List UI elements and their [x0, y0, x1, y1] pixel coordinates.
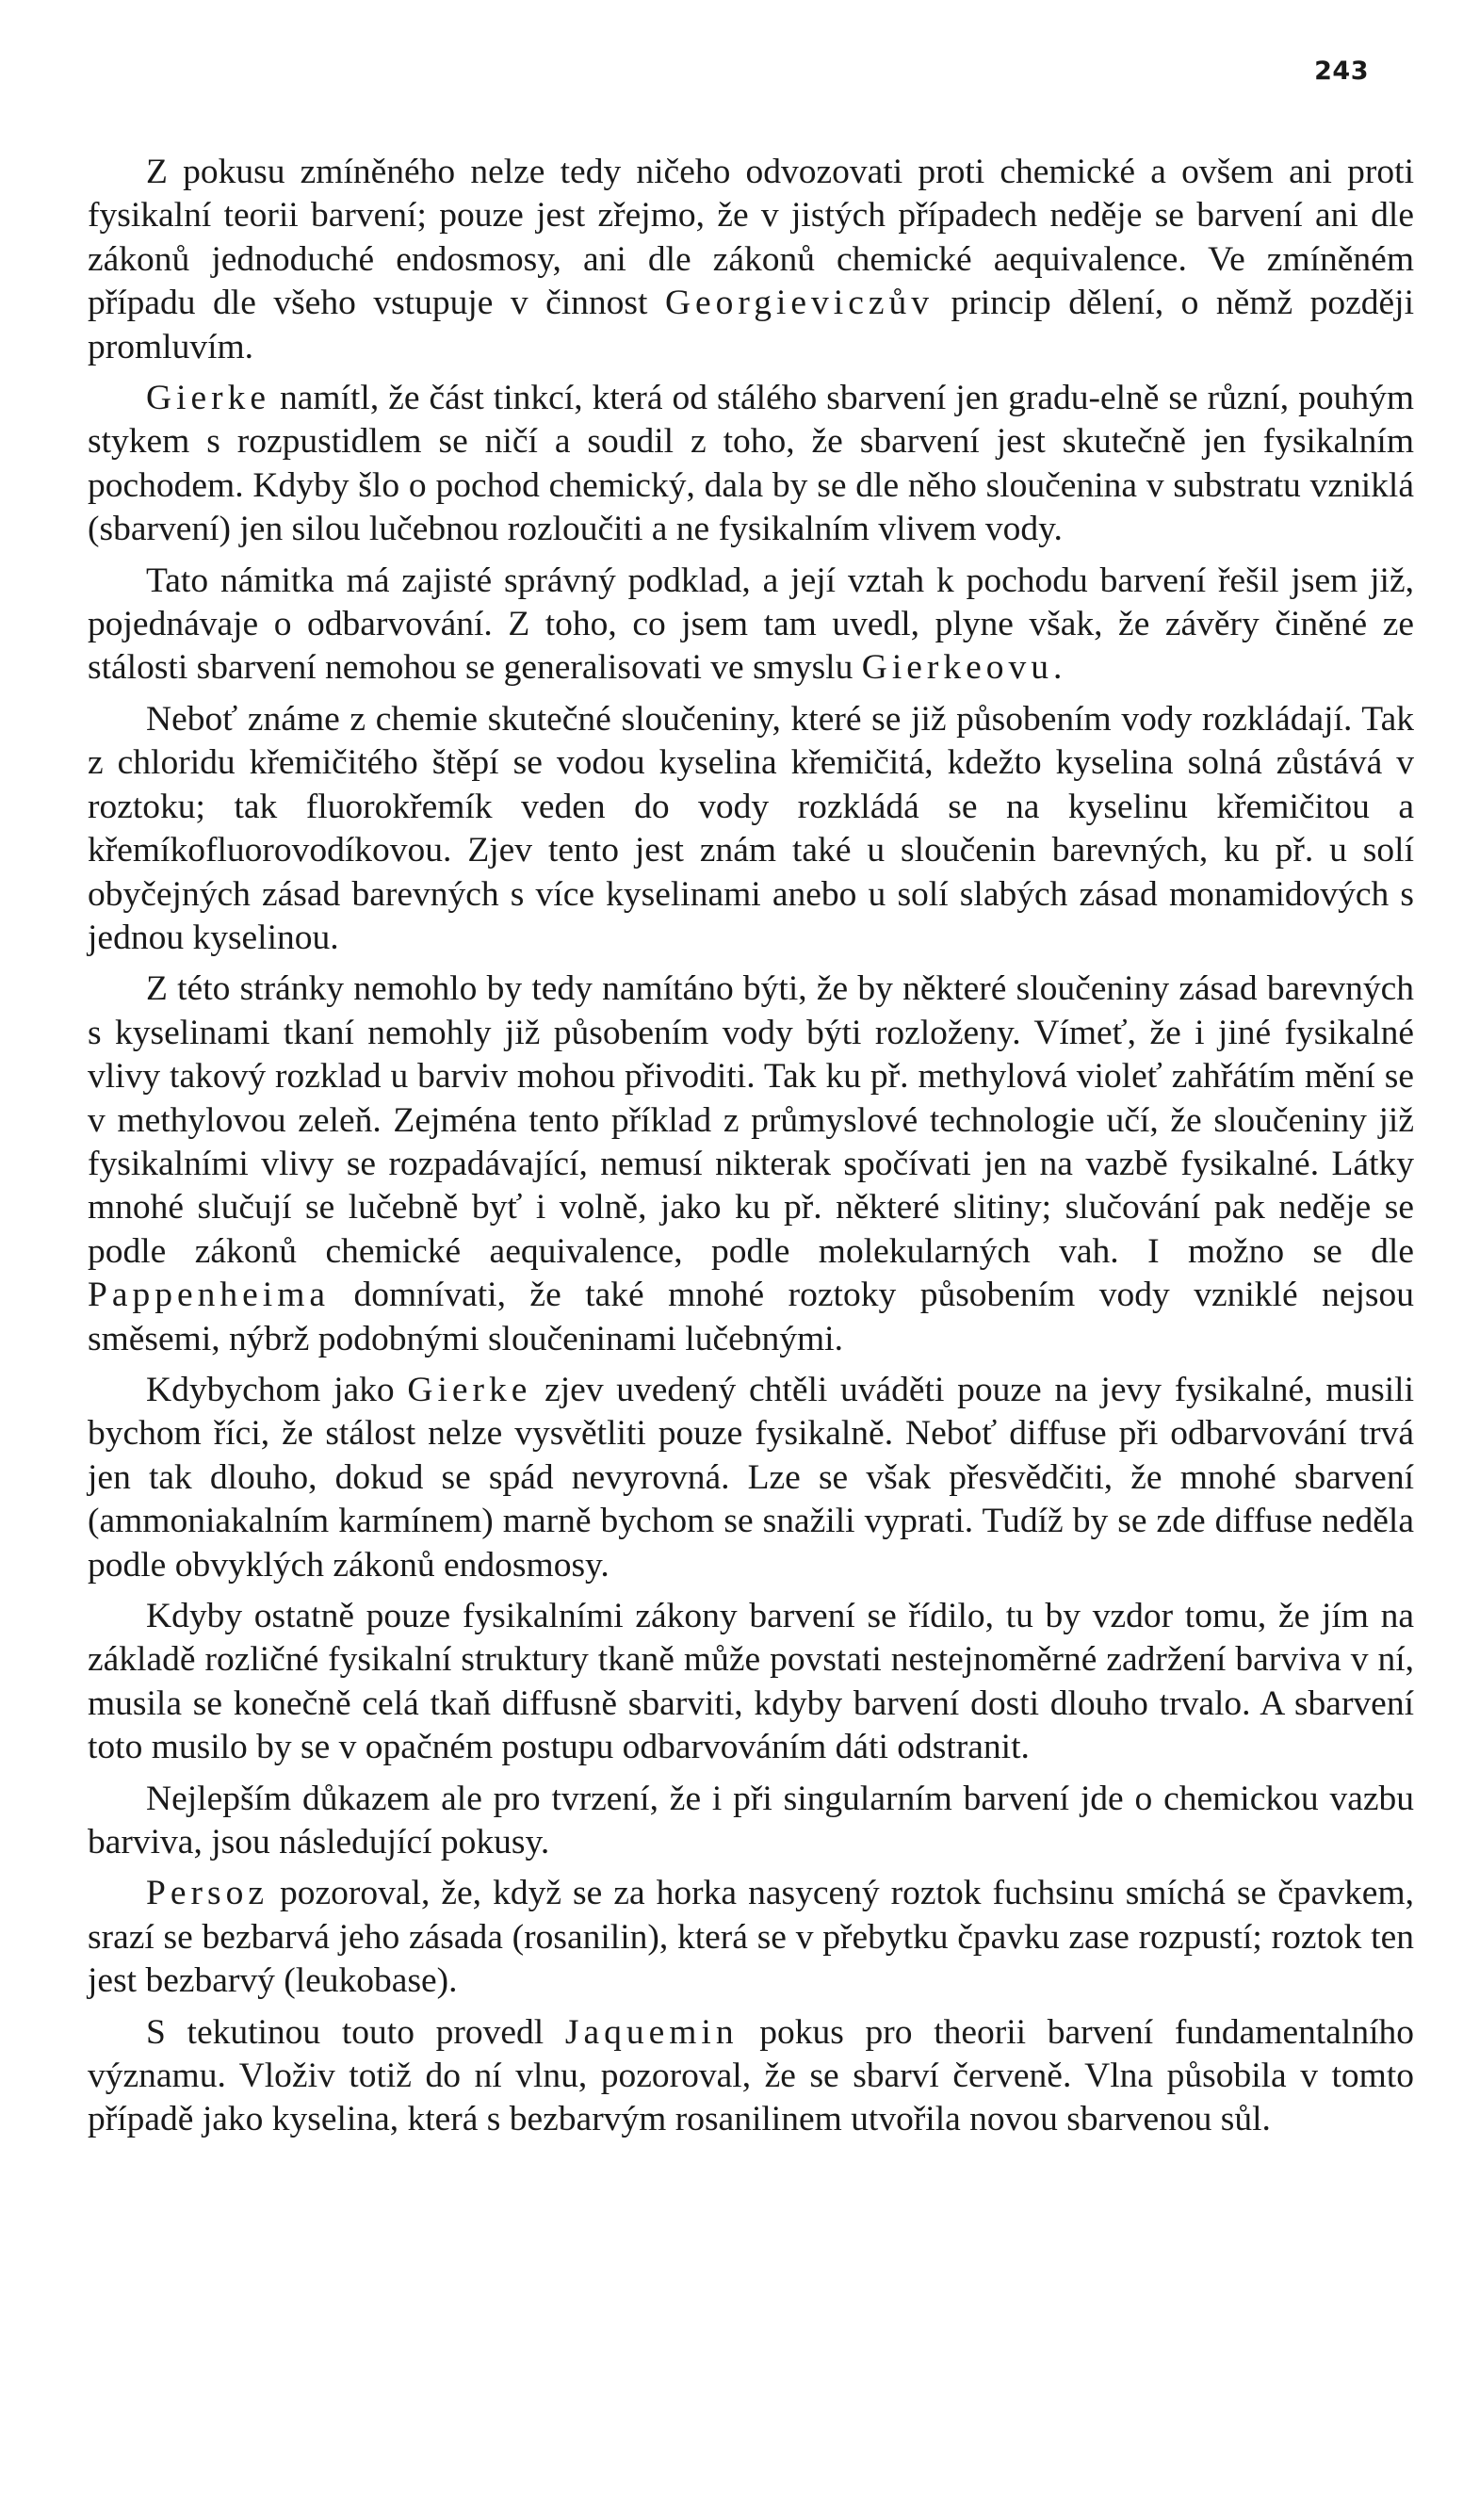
author-name: Gierke: [407, 1370, 532, 1409]
paragraph: Persoz pozoroval, že, když se za horka nasycený roztok fuchsinu smíchá se čpavkem, srazí se bezbarvá jeho zásada (rosanilin), která se v přebytku čpavku zase rozpustí; roztok ten jest bezbarvý (leukobase).: [88, 1874, 1414, 2001]
paragraph: Neboť známe z chemie skutečné sloučeniny, které se již působením vody rozkládají. Tak z chloridu křemičitého štěpí se vodou kyselina křemičitá, kdežto kyselina solná zůstává v roztoku; tak fluorokřemík veden do vody rozkládá se na kyselinu křemičitou a křemíkofluorovodíkovou. Zjev tento jest znám také u sloučenin barevných, ku př. u solí obyčejných zásad barevných s více kyselinami anebo u solí slabých zásad monamidových s jednou kyselinou.: [88, 699, 1414, 957]
author-name: Gierkeovu: [861, 648, 1054, 688]
paragraph: Gierke namítl, že část tinkcí, která od stálého sbarvení jen gradu-elně se různí, pouhým stykem s rozpustidlem se ničí a soudil z toho, že sbarvení jest skutečně jen fysikalním pochodem. Kdyby šlo o pochod chemický, dala by se dle něho sloučenina v substratu vzniklá (sbarvení) jen silou lučebnou rozloučiti a ne fysikalním vlivem vody.: [88, 379, 1414, 549]
author-name: Pappenheima: [88, 1276, 331, 1315]
author-name: Georgieviczův: [664, 284, 934, 323]
paragraph: Tato námitka má zajisté správný podklad, a její vztah k pochodu barvení řešil jsem již, pojednávaje o odbarvování. Z toho, co jsem tam uvedl, plyne však, že závěry činěné ze stálosti sbarvení nemohou se generalisovati ve smyslu Gierkeovu.: [88, 561, 1414, 688]
paragraph: Kdybychom jako Gierke zjev uvedený chtěli uváděti pouze na jevy fysikalné, musili bychom říci, že stálost nelze vysvětliti pouze fysikalně. Neboť diffuse při odbarvování trvá jen tak dlouho, dokud se spád nevyrovná. Lze se však přesvědčiti, že mnohé sbarvení (ammoniakalním karmínem) marně bychom se snažili vyprati. Tudíž by se zde diffuse neděla podle obvyklých zákonů endosmosy.: [88, 1370, 1414, 1585]
author-name: Persoz: [146, 1874, 268, 1913]
paragraph: Kdyby ostatně pouze fysikalními zákony barvení se řídilo, tu by vzdor tomu, že jím na základě rozličné fysikalní struktury tkaně může povstati nestejnoměrné zadržení barviva v ní, musila se konečně celá tkaň diffusně sbarviti, kdyby barvení dosti dlouho trvalo. A sbarvení toto musilo by se v opačném postupu odbarvováním dáti odstranit.: [88, 1597, 1414, 1767]
page-number: 243: [1314, 57, 1369, 86]
paragraph: Nejlepším důkazem ale pro tvrzení, že i při singularním barvení jde o chemickou vazbu barviva, jsou následující pokusy.: [88, 1779, 1414, 1862]
author-name: Jaquemin: [564, 2012, 739, 2052]
author-name: Gierke: [146, 379, 271, 418]
paragraph: Z pokusu zmíněného nelze tedy ničeho odvozovati proti chemické a ovšem ani proti fysikalní teorii barvení; pouze jest zřejmo, že v jistých případech neděje se barvení ani dle zákonů jednoduché endosmosy, ani dle zákonů chemické aequivalence. Ve zmíněném případu dle všeho vstupuje v činnost Georgieviczův princip dělení, o němž později promluvím.: [88, 153, 1414, 366]
body-text: [88, 151, 1414, 2150]
paragraph: S tekutinou touto provedl Jaquemin pokus pro theorii barvení fundamentalního významu. Vloživ totiž do ní vlnu, pozoroval, že se sbarví červeně. Vlna působila v tomto případě jako kyselina, která s bezbarvým rosanilinem utvořila novou sbarvenou sůl.: [88, 2012, 1414, 2139]
paragraph: Z této stránky nemohlo by tedy namítáno býti, že by některé sloučeniny zásad barevných s kyselinami tkaní nemohly již působením vody býti rozloženy. Vímeť, že i jiné fysikalné vlivy takový rozklad u barviv mohou přivoditi. Tak ku př. methylová violeť zahřátím mění se v methylovou zeleň. Zejména tento příklad z průmyslové technologie učí, že sloučeniny již fysikalními vlivy se rozpadávající, nemusí nikterak spočívati jen na vazbě fysikalné. Látky mnohé slučují se lučebně byť i volně, jako ku př. některé slitiny; slučování pak neděje se podle zákonů chemické aequivalence, podle molekularných vah. I možno se dle Pappenheima domnívati, že také mnohé roztoky působením vody vzniklé nejsou směsemi, nýbrž podobnými sloučeninami lučebnými.: [88, 969, 1414, 1358]
